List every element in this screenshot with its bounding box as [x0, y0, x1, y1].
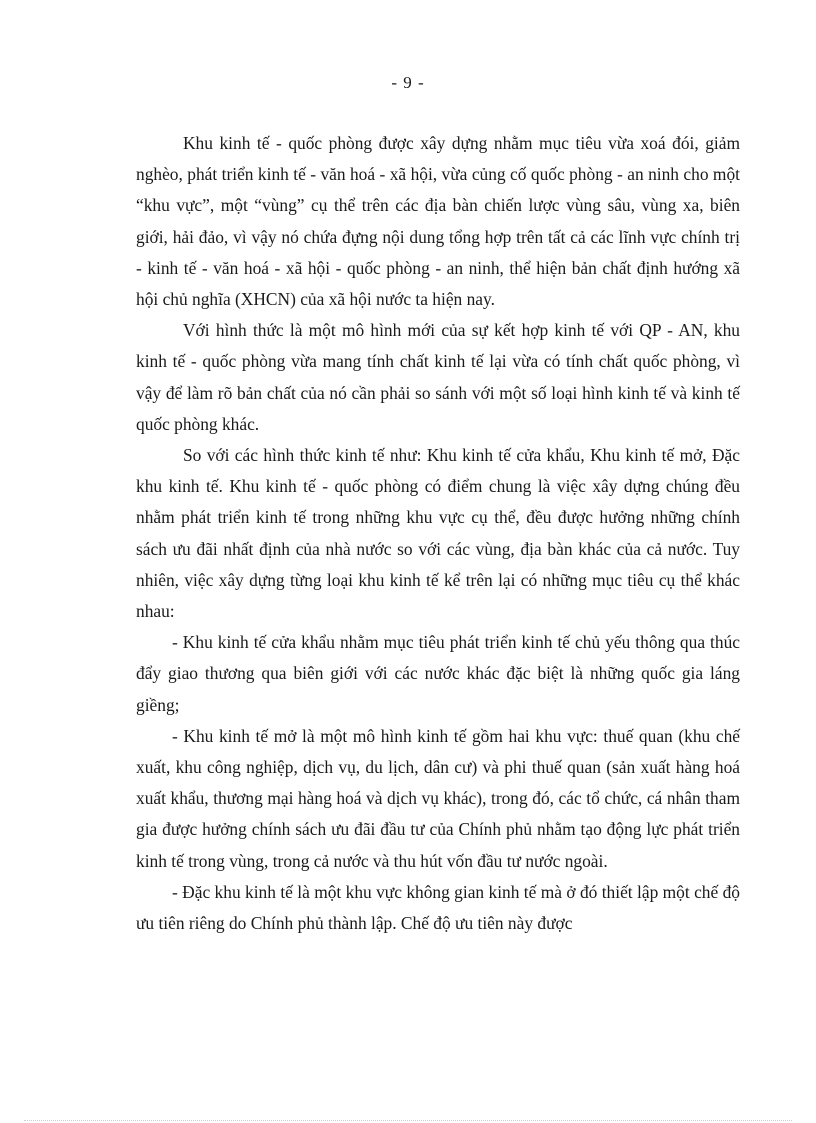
paragraph-intro: Khu kinh tế - quốc phòng được xây dựng nhằm mục tiêu vừa xoá đói, giảm nghèo, phát triển kinh tế - văn hoá - xã hội, vừa củng cố quốc phòng - an ninh cho một “khu vực”, một “vùng” cụ thể trên các địa bàn chiến lược vùng sâu, vùng xa, biên giới, hải đảo, vì vậy nó chứa đựng nội dung tổng hợp trên tất cả các lĩnh vực chính trị - kinh tế - văn hoá - xã hội - quốc phòng - an ninh, thể hiện bản chất định hướng xã hội chủ nghĩa (XHCN) của xã hội nước ta hiện nay. — [136, 133, 740, 310]
list-item-border-gate-zone: - Khu kinh tế cửa khẩu nhằm mục tiêu phát triển kinh tế chủ yếu thông qua thúc đẩy giao thương qua biên giới với các nước khác đặc biệt là những quốc gia láng giềng; — [136, 632, 740, 715]
page-number: - 9 - — [391, 73, 425, 92]
list-item-open-economic-zone: - Khu kinh tế mở là một mô hình kinh tế gồm hai khu vực: thuế quan (khu chế xuất, khu công nghiệp, dịch vụ, du lịch, dân cư) và phi thuế quan (sản xuất hàng hoá xuất khẩu, thương mại hàng hoá và dịch vụ khác), trong đó, các tổ chức, cá nhân tham gia được hưởng chính sách ưu đãi đầu tư của Chính phủ nhằm tạo động lực phát triển kinh tế trong vùng, trong cả nước và thu hút vốn đầu tư nước ngoài. — [136, 725, 740, 871]
paragraph-new-model: Với hình thức là một mô hình mới của sự kết hợp kinh tế với QP - AN, khu kinh tế - quốc phòng vừa mang tính chất kinh tế lại vừa có tính chất quốc phòng, vì vậy để làm rõ bản chất của nó cần phải so sánh với một số loại hình kinh tế và kinh tế quốc phòng khác. — [136, 320, 740, 434]
page-bottom-divider — [24, 1120, 792, 1121]
document-body — [136, 128, 740, 939]
paragraph-comparison: So với các hình thức kinh tế như: Khu kinh tế cửa khẩu, Khu kinh tế mở, Đặc khu kinh tế. Khu kinh tế - quốc phòng có điểm chung là việc xây dựng chúng đều nhằm phát triển kinh tế trong những khu vực cụ thể, đều được hưởng những chính sách ưu đãi nhất định của nhà nước so với các vùng, địa bàn khác của cả nước. Tuy nhiên, việc xây dựng từng loại khu kinh tế kể trên lại có những mục tiêu cụ thể khác nhau: — [136, 445, 740, 622]
list-item-special-economic-zone: - Đặc khu kinh tế là một khu vực không gian kinh tế mà ở đó thiết lập một chế độ ưu tiên riêng do Chính phủ thành lập. Chế độ ưu tiên này được — [136, 881, 740, 934]
